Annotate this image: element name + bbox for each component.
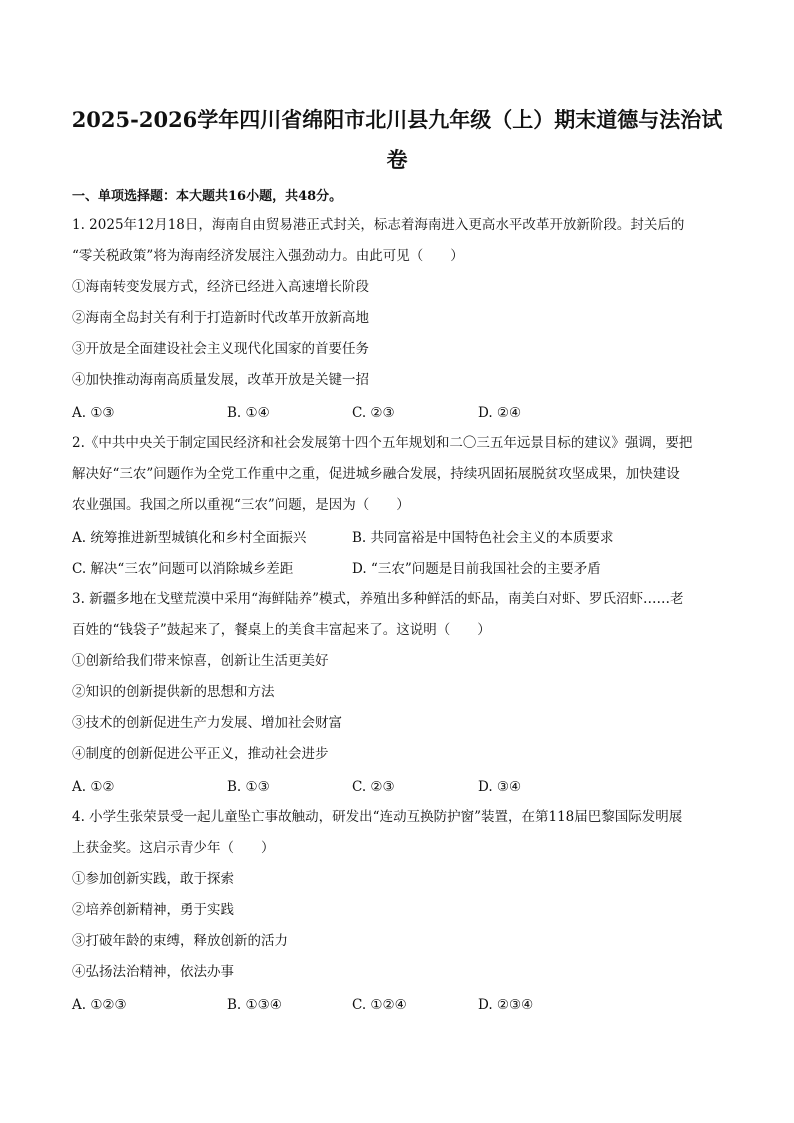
option-a: A. ①②③ [72,997,127,1013]
option-d: D. ②④ [478,405,522,421]
option-c: C. ②③ [352,779,395,795]
option-a: A. 统筹推进新型城镇化和乡村全面振兴 [72,530,307,546]
option-a: A. ①③ [72,405,115,421]
option-d: D. ③④ [478,779,522,795]
option-d: D. “三农”问题是目前我国社会的主要矛盾 [352,561,601,577]
option-b: B. ①③ [227,779,270,795]
statement-item: ②知识的创新提供新的思想和方法 [72,684,275,700]
option-d: D. ②③④ [478,997,534,1013]
statement-item: ③打破年龄的束缚，释放创新的活力 [72,933,288,949]
question-stem: 解决好“三农”问题作为全党工作重中之重，促进城乡融合发展，持续巩固拓展脱贫攻坚成果，加快建设 [72,466,680,482]
question-4 [72,802,726,988]
statement-item: ④制度的创新促进公平正义，推动社会进步 [72,746,329,762]
question-stem: 4. 小学生张荣景受一起儿童坠亡事故触动，研发出“连动互换防护窗”装置，在第118届巴黎国际发明展 [72,809,683,825]
statement-item: ③开放是全面建设社会主义现代化国家的首要任务 [72,341,369,357]
question-stem: 上获金奖。这启示青少年（ ） [72,840,275,856]
option-c: C. ②③ [352,405,395,421]
question-stem: 百姓的“钱袋子”鼓起来了，餐桌上的美食丰富起来了。这说明（ ） [72,622,491,638]
page-title [60,100,734,180]
option-c: C. 解决“三农”问题可以消除城乡差距 [72,561,294,577]
question-1 [72,210,726,396]
statement-item: ②培养创新精神，勇于实践 [72,902,234,918]
statement-item: ①海南转变发展方式，经济已经进入高速增长阶段 [72,279,369,295]
title-line-2: 卷 [386,147,408,172]
option-b: B. 共同富裕是中国特色社会主义的本质要求 [352,530,614,546]
question-stem: 农业强国。我国之所以重视“三农”问题，是因为（ ） [72,497,410,513]
question-stem: “零关税政策”将为海南经济发展注入强劲动力。由此可见（ ） [72,248,464,264]
question-3 [72,584,726,770]
statement-item: ④弘扬法治精神，依法办事 [72,964,234,980]
question-2 [72,428,726,521]
statement-item: ①创新给我们带来惊喜，创新让生活更美好 [72,653,329,669]
option-b: B. ①④ [227,405,270,421]
statement-item: ④加快推动海南高质量发展，改革开放是关键一招 [72,372,369,388]
option-b: B. ①③④ [227,997,282,1013]
statement-item: ①参加创新实践，敢于探索 [72,871,234,887]
question-stem: 3. 新疆多地在戈壁荒漠中采用“海鲜陆养”模式，养殖出多种鲜活的虾品，南美白对虾、罗氏沼虾……老 [72,591,684,607]
section-heading: 一、单项选择题：本大题共16小题，共48分。 [72,189,343,204]
statement-item: ②海南全岛封关有利于打造新时代改革开放新高地 [72,310,369,326]
question-stem: 1. 2025年12月18日，海南自由贸易港正式封关，标志着海南进入更高水平改革开放新阶段。封关后的 [72,217,685,233]
option-c: C. ①②④ [352,997,407,1013]
question-stem: 2.《中共中央关于制定国民经济和社会发展第十四个五年规划和二〇三五年远景目标的建议》强调，要把 [72,435,693,451]
statement-item: ③技术的创新促进生产力发展、增加社会财富 [72,715,342,731]
option-a: A. ①② [72,779,115,795]
title-line-1: 2025-2026学年四川省绵阳市北川县九年级（上）期末道德与法治试 [71,107,723,132]
